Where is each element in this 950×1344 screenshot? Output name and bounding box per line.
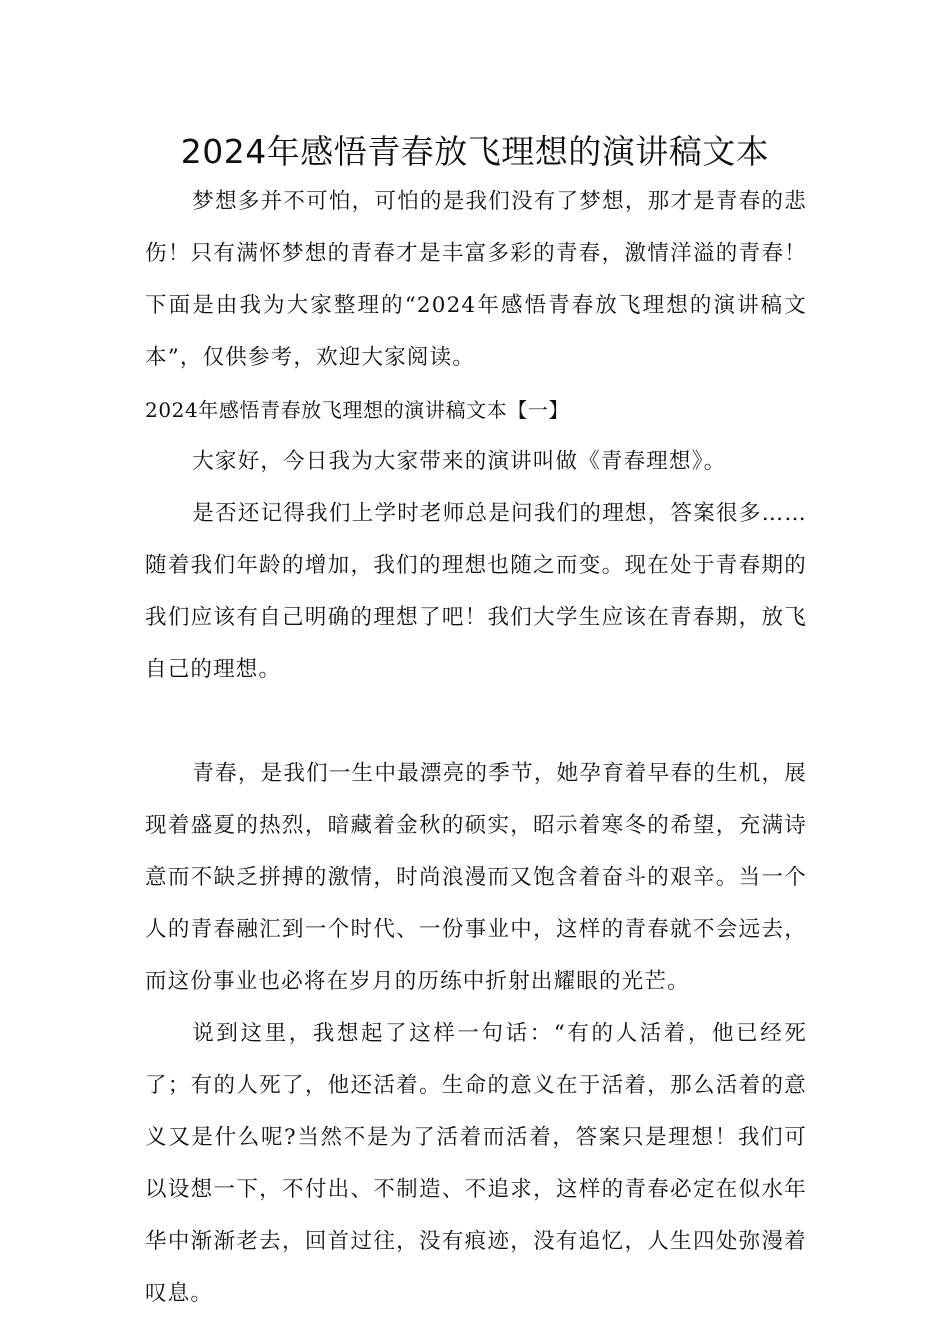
paragraph-youth-season: 青春，是我们一生中最漂亮的季节，她孕育着早春的生机，展现着盛夏的热烈，暗藏着金秋的硕实，昭示着寒冬的希望，充满诗意而不缺乏拼搏的激情，时尚浪漫而又饱含着奋斗的艰辛。当一个人的青春融汇到一个时代、一份事业中，这样的青春就不会远去，而这份事业也必将在岁月的历练中折射出耀眼的光芒。: [145, 761, 807, 994]
section-heading: 2024年感悟青春放飞理想的演讲稿文本【一】: [145, 398, 570, 422]
paragraph-school-memory: 是否还记得我们上学时老师总是问我们的理想，答案很多……随着我们年龄的增加，我们的理想也随之而变。现在处于青春期的我们应该有自己明确的理想了吧！我们大学生应该在青春期，放飞自己的理想。: [145, 501, 807, 682]
paragraph-meaning-of-life: 说到这里，我想起了这样一句话：“有的人活着，他已经死了；有的人死了，他还活着。生命的意义在于活着，那么活着的意义又是什么呢?当然不是为了活着而活着，答案只是理想！我们可以设想一下，不付出、不制造、不追求，这样的青春必定在似水年华中渐渐老去，回首过往，没有痕迹，没有追忆，人生四处弥漫着叹息。: [145, 1021, 807, 1306]
document-title: 2024年感悟青春放飞理想的演讲稿文本: [180, 132, 770, 171]
document-body: [145, 176, 807, 1320]
paragraph-gap: [145, 696, 807, 748]
paragraph-greeting: 大家好，今日我为大家带来的演讲叫做《青春理想》。: [192, 449, 727, 474]
intro-paragraph: 梦想多并不可怕，可怕的是我们没有了梦想，那才是青春的悲伤！只有满怀梦想的青春才是丰富多彩的青春，激情洋溢的青春！下面是由我为大家整理的“2024年感悟青春放飞理想的演讲稿文本”，仅供参考，欢迎大家阅读。: [145, 189, 807, 370]
